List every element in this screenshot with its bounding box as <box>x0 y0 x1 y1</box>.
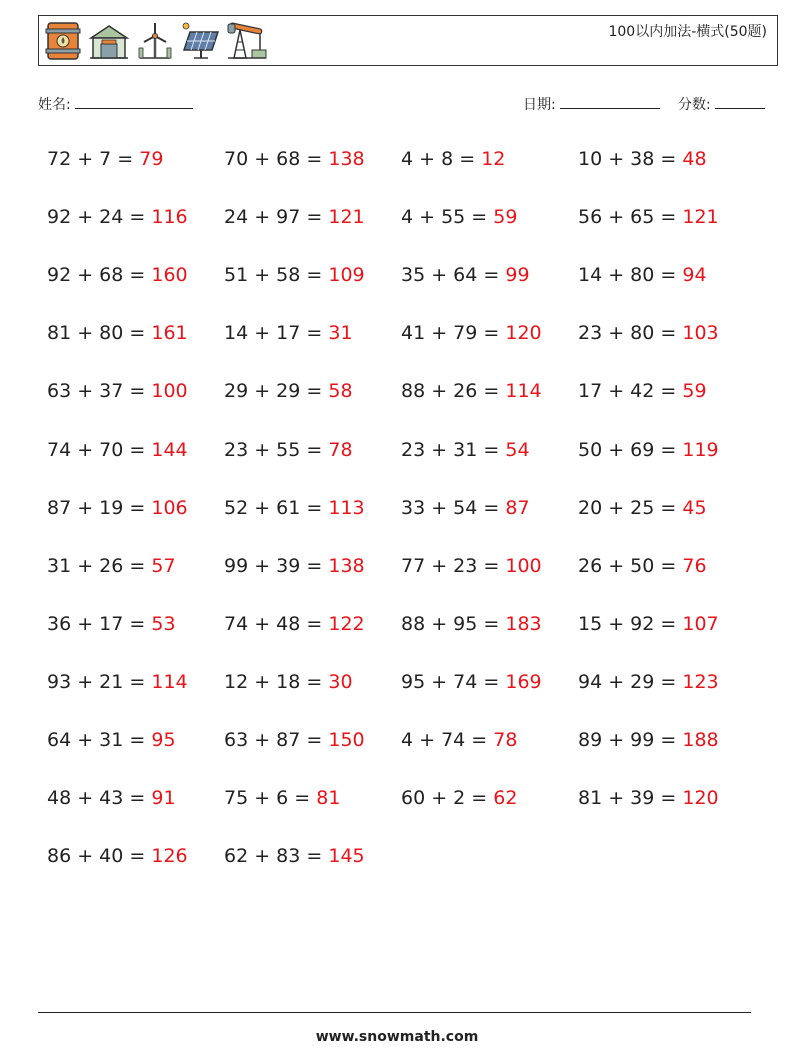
problem-question: 86 + 40 = <box>47 845 152 868</box>
problem-item <box>578 613 719 635</box>
problem-question: 81 + 80 = <box>47 322 152 345</box>
problem-item <box>401 264 530 286</box>
problem-answer: 121 <box>682 206 719 229</box>
problem-question: 99 + 39 = <box>224 554 329 577</box>
problem-item <box>47 322 188 344</box>
wind-turbine-icon <box>134 20 176 62</box>
problem-item <box>47 439 188 461</box>
problem-item <box>224 264 365 286</box>
problem-item <box>47 613 176 635</box>
problem-answer: 120 <box>682 787 719 810</box>
worksheet-header <box>38 15 778 66</box>
problem-question: 51 + 58 = <box>224 264 329 287</box>
problem-item <box>47 555 176 577</box>
name-label: 姓名: <box>38 97 71 113</box>
problem-answer: 160 <box>151 264 188 287</box>
problem-item <box>47 380 188 402</box>
problem-answer: 150 <box>328 729 365 751</box>
problem-item <box>578 555 707 577</box>
problem-item <box>578 671 719 693</box>
problem-item <box>401 148 505 170</box>
problem-question: 87 + 19 = <box>47 496 152 519</box>
solar-panel-icon <box>180 20 222 62</box>
problem-question: 20 + 25 = <box>578 496 683 519</box>
sheet-title: 100以内加法-横式(50题) <box>608 24 767 40</box>
problem-item <box>47 497 188 519</box>
problem-question: 36 + 17 = <box>47 612 152 635</box>
problem-answer: 138 <box>328 148 365 170</box>
problem-question: 10 + 38 = <box>578 148 683 170</box>
problem-question: 56 + 65 = <box>578 206 683 229</box>
problem-item <box>47 148 163 170</box>
problem-item <box>224 380 353 402</box>
problem-answer: 62 <box>493 787 518 810</box>
problem-item <box>401 206 517 228</box>
problem-item <box>47 729 176 751</box>
problem-question: 12 + 18 = <box>224 670 329 693</box>
date-label: 日期: <box>523 97 556 113</box>
problem-answer: 144 <box>151 438 188 461</box>
problem-answer: 100 <box>505 554 542 577</box>
problem-answer: 45 <box>682 496 707 519</box>
header-icons <box>42 20 268 62</box>
problem-question: 52 + 61 = <box>224 496 329 519</box>
problem-question: 81 + 39 = <box>578 787 683 810</box>
footer-url: www.snowmath.com <box>315 1029 479 1045</box>
problem-question: 94 + 29 = <box>578 670 683 693</box>
problem-answer: 78 <box>493 729 518 751</box>
problem-question: 48 + 43 = <box>47 787 152 810</box>
oil-pump-icon <box>226 20 268 62</box>
problem-answer: 53 <box>151 612 176 635</box>
problem-item <box>578 322 719 344</box>
problem-answer: 116 <box>151 206 188 229</box>
problem-answer: 161 <box>151 322 188 345</box>
problem-answer: 30 <box>328 670 353 693</box>
problem-item <box>401 671 542 693</box>
problem-item <box>224 671 353 693</box>
footer-divider <box>38 1012 751 1013</box>
problem-item <box>578 264 707 286</box>
score-field <box>678 94 765 114</box>
problem-question: 26 + 50 = <box>578 554 683 577</box>
problem-item <box>224 322 353 344</box>
problem-answer: 31 <box>328 322 353 345</box>
problem-item <box>224 497 365 519</box>
problem-item <box>578 380 707 402</box>
problem-question: 35 + 64 = <box>401 264 506 287</box>
problem-answer: 57 <box>151 554 176 577</box>
problem-item <box>578 787 719 809</box>
score-blank <box>715 94 765 109</box>
problem-question: 95 + 74 = <box>401 670 506 693</box>
problem-answer: 188 <box>682 729 719 751</box>
problem-question: 50 + 69 = <box>578 438 683 461</box>
problem-item <box>401 729 517 751</box>
problem-item <box>224 555 365 577</box>
problem-answer: 99 <box>505 264 530 287</box>
problem-answer: 109 <box>328 264 365 287</box>
problem-question: 4 + 74 = <box>401 729 494 751</box>
problem-question: 29 + 29 = <box>224 380 329 403</box>
problem-answer: 78 <box>328 438 353 461</box>
problem-question: 33 + 54 = <box>401 496 506 519</box>
problem-item <box>401 322 542 344</box>
problem-item <box>47 264 188 286</box>
problem-answer: 169 <box>505 670 542 693</box>
problem-answer: 94 <box>682 264 707 287</box>
problem-question: 72 + 7 = <box>47 148 140 170</box>
name-blank <box>75 94 193 109</box>
problem-answer: 12 <box>481 148 506 170</box>
problem-item <box>401 555 542 577</box>
problem-answer: 120 <box>505 322 542 345</box>
problem-question: 89 + 99 = <box>578 729 683 751</box>
problem-question: 74 + 48 = <box>224 612 329 635</box>
problem-answer: 145 <box>328 845 365 868</box>
problem-item <box>47 845 188 867</box>
problem-answer: 95 <box>151 729 176 751</box>
problem-question: 41 + 79 = <box>401 322 506 345</box>
date-blank <box>560 94 660 109</box>
problem-question: 14 + 80 = <box>578 264 683 287</box>
name-field <box>38 94 193 114</box>
problem-answer: 121 <box>328 206 365 229</box>
problem-answer: 100 <box>151 380 188 403</box>
problem-question: 92 + 24 = <box>47 206 152 229</box>
problem-question: 17 + 42 = <box>578 380 683 403</box>
problem-question: 63 + 87 = <box>224 729 329 751</box>
problem-item <box>224 206 365 228</box>
problem-answer: 123 <box>682 670 719 693</box>
problem-item <box>224 845 365 867</box>
problem-answer: 103 <box>682 322 719 345</box>
problem-item <box>401 439 530 461</box>
problem-item <box>401 613 542 635</box>
problem-answer: 54 <box>505 438 530 461</box>
problem-question: 23 + 55 = <box>224 438 329 461</box>
problem-item <box>578 497 707 519</box>
problem-question: 70 + 68 = <box>224 148 329 170</box>
problem-item <box>401 497 530 519</box>
problem-item <box>401 380 542 402</box>
problem-question: 62 + 83 = <box>224 845 329 868</box>
problem-question: 88 + 95 = <box>401 612 506 635</box>
problem-answer: 91 <box>151 787 176 810</box>
problem-answer: 106 <box>151 496 188 519</box>
problem-question: 23 + 31 = <box>401 438 506 461</box>
date-field <box>523 94 660 114</box>
problem-question: 31 + 26 = <box>47 554 152 577</box>
problem-answer: 59 <box>493 206 518 229</box>
problem-question: 15 + 92 = <box>578 612 683 635</box>
problem-item <box>224 787 340 809</box>
problem-question: 88 + 26 = <box>401 380 506 403</box>
problem-answer: 138 <box>328 554 365 577</box>
problem-answer: 81 <box>316 787 341 810</box>
problem-answer: 114 <box>151 670 188 693</box>
problem-answer: 79 <box>139 148 164 170</box>
problem-question: 14 + 17 = <box>224 322 329 345</box>
problem-answer: 48 <box>682 148 707 170</box>
problem-question: 75 + 6 = <box>224 787 317 810</box>
problem-item <box>578 729 719 751</box>
problem-item <box>224 439 353 461</box>
problem-item <box>401 787 517 809</box>
problem-question: 93 + 21 = <box>47 670 152 693</box>
problem-answer: 76 <box>682 554 707 577</box>
problem-item <box>47 671 188 693</box>
problem-question: 4 + 55 = <box>401 206 494 229</box>
problem-question: 23 + 80 = <box>578 322 683 345</box>
problem-question: 60 + 2 = <box>401 787 494 810</box>
problem-item <box>224 148 365 170</box>
problem-item <box>47 206 188 228</box>
problem-answer: 113 <box>328 496 365 519</box>
problem-question: 4 + 8 = <box>401 148 482 170</box>
problem-item <box>578 206 719 228</box>
problem-answer: 122 <box>328 612 365 635</box>
score-label: 分数: <box>678 97 711 113</box>
problem-question: 92 + 68 = <box>47 264 152 287</box>
problem-answer: 58 <box>328 380 353 403</box>
problem-item <box>47 787 176 809</box>
problem-item <box>224 613 365 635</box>
problem-item <box>578 148 707 170</box>
problem-answer: 126 <box>151 845 188 868</box>
problem-question: 63 + 37 = <box>47 380 152 403</box>
problem-answer: 114 <box>505 380 542 403</box>
problem-question: 74 + 70 = <box>47 438 152 461</box>
problem-answer: 107 <box>682 612 719 635</box>
problem-question: 64 + 31 = <box>47 729 152 751</box>
problem-question: 24 + 97 = <box>224 206 329 229</box>
problem-answer: 59 <box>682 380 707 403</box>
problem-item <box>224 729 365 751</box>
problem-answer: 183 <box>505 612 542 635</box>
problem-answer: 119 <box>682 438 719 461</box>
problem-answer: 87 <box>505 496 530 519</box>
factory-icon <box>88 20 130 62</box>
problem-item <box>578 439 719 461</box>
problem-question: 77 + 23 = <box>401 554 506 577</box>
oil-barrel-icon <box>42 20 84 62</box>
